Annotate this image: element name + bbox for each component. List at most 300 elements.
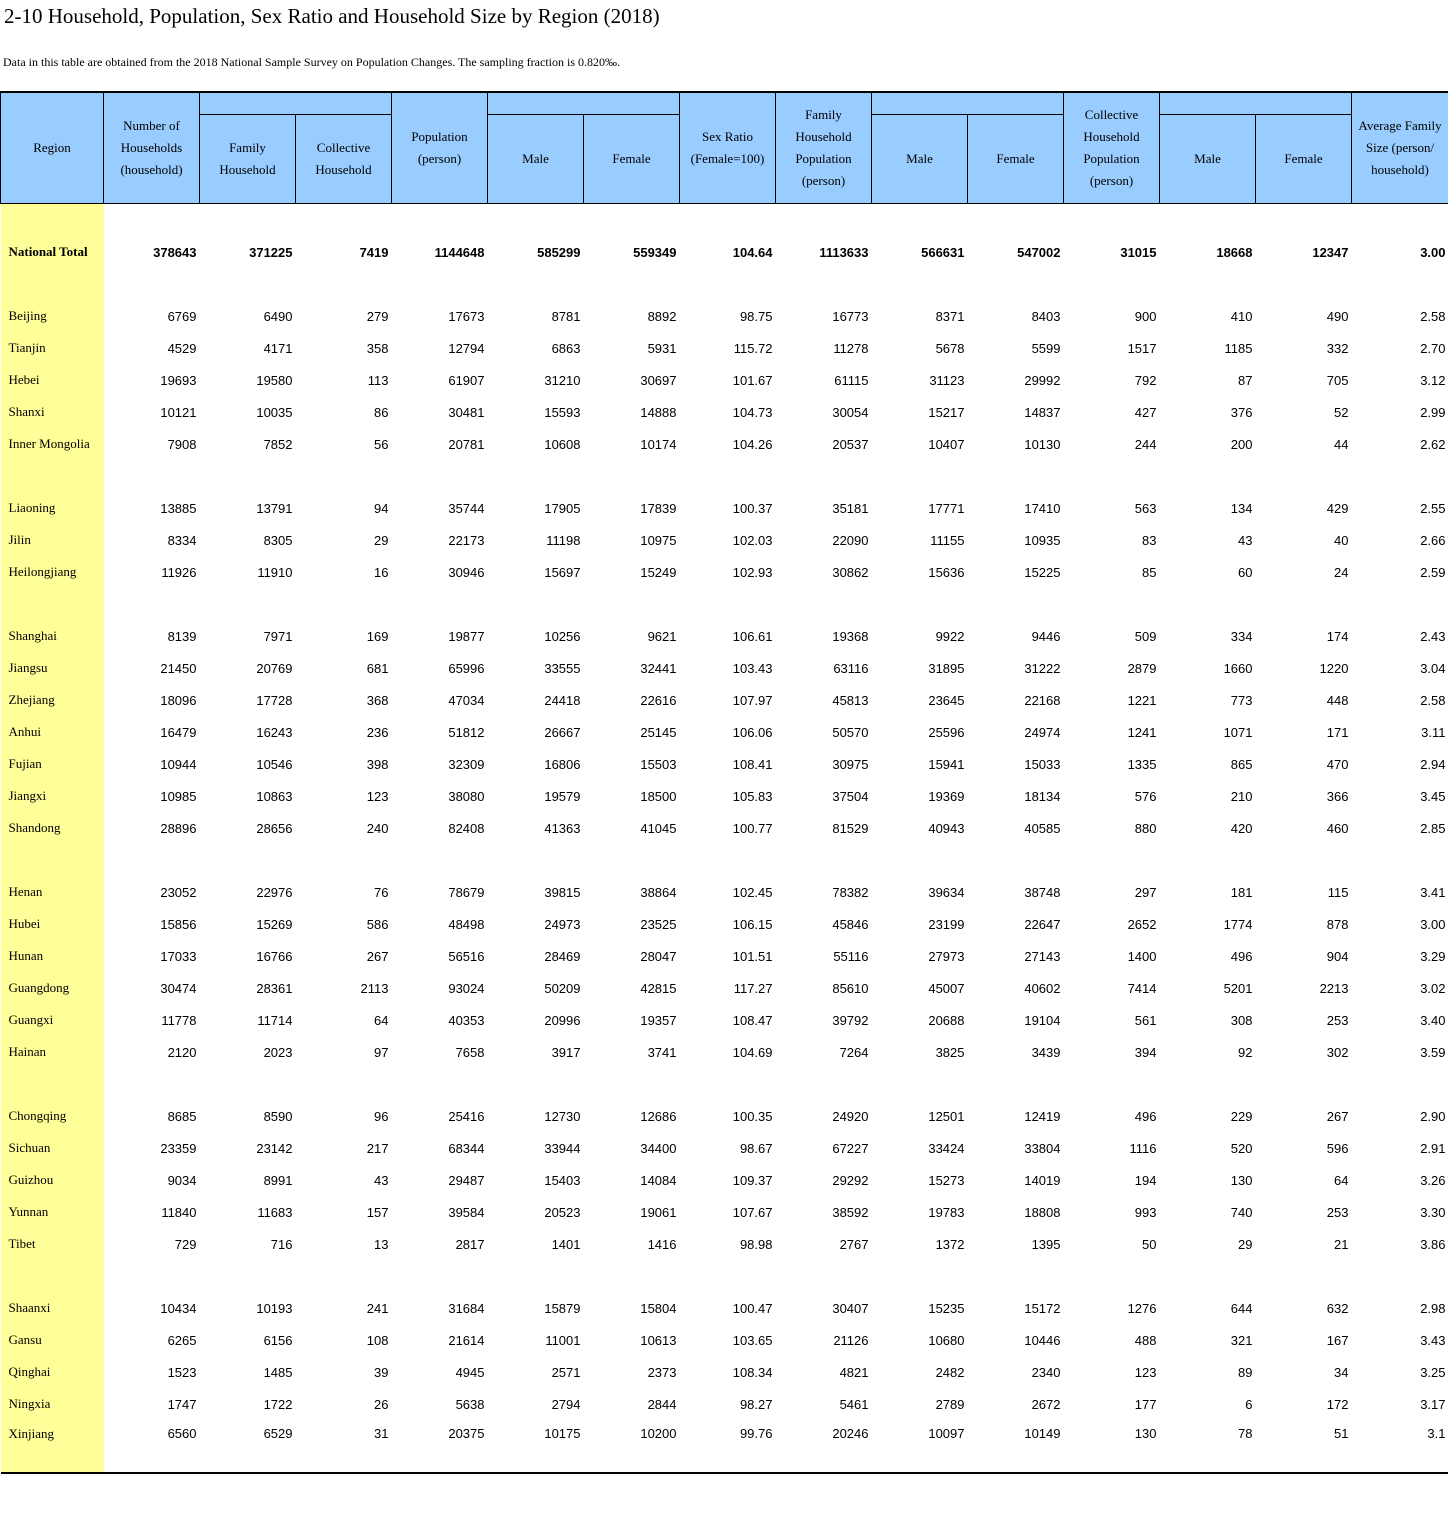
- spacer-cell: [968, 1260, 1064, 1292]
- value-cell: 7419: [359, 244, 389, 260]
- region-cell: Heilongjiang: [1, 556, 104, 588]
- value-cell: 10975: [640, 532, 677, 548]
- value-cell: 3.43: [1420, 1332, 1446, 1348]
- table-row: [1, 1420, 1448, 1473]
- value-cell: 10035: [256, 404, 293, 420]
- value-cell: 1517: [1127, 340, 1157, 356]
- value-cell: 30474: [160, 980, 197, 996]
- value-cell: 1335: [1127, 756, 1157, 772]
- value-cell: 14084: [640, 1172, 677, 1188]
- spacer-cell: [968, 1068, 1064, 1100]
- value-cell: 15235: [928, 1300, 965, 1316]
- value-cell: 134: [1230, 500, 1253, 516]
- value-cell: 394: [1134, 1044, 1157, 1060]
- value-cell: 2482: [935, 1364, 965, 1380]
- table-row: [1, 780, 1448, 812]
- value-cell: 78382: [832, 884, 869, 900]
- value-cell: 28047: [640, 948, 677, 964]
- value-cell: 2.90: [1420, 1108, 1446, 1124]
- value-cell: 11683: [257, 1204, 293, 1220]
- value-cell: 39: [374, 1364, 389, 1380]
- value-cell: 39634: [928, 884, 965, 900]
- header-family-population-span: [872, 92, 1064, 115]
- value-cell: 865: [1230, 756, 1253, 772]
- value-cell: 4821: [839, 1364, 869, 1380]
- value-cell: 108.47: [732, 1012, 773, 1028]
- value-cell: 740: [1230, 1204, 1253, 1220]
- value-cell: 236: [366, 724, 389, 740]
- spacer-cell: [776, 460, 872, 492]
- value-cell: 45846: [832, 916, 869, 932]
- value-cell: 3.02: [1420, 980, 1446, 996]
- value-cell: 89: [1238, 1364, 1253, 1380]
- value-cell: 45813: [832, 692, 869, 708]
- value-cell: 101.67: [732, 372, 773, 388]
- value-cell: 17839: [640, 500, 677, 516]
- value-cell: 42815: [640, 980, 677, 996]
- value-cell: 22616: [640, 692, 677, 708]
- spacer-cell: [296, 1068, 392, 1100]
- value-cell: 11198: [546, 532, 581, 548]
- value-cell: 171: [1326, 724, 1349, 740]
- spacer-cell: [1064, 1260, 1160, 1292]
- table-row: [1, 972, 1448, 1004]
- region-cell: Tibet: [1, 1228, 104, 1260]
- value-cell: 8991: [263, 1172, 293, 1188]
- value-cell: 18808: [1024, 1204, 1061, 1220]
- header-family-household: Family Household: [200, 115, 296, 204]
- value-cell: 109.37: [732, 1172, 773, 1188]
- value-cell: 20537: [832, 436, 869, 452]
- value-cell: 8334: [167, 532, 197, 548]
- value-cell: 3.04: [1420, 660, 1446, 676]
- value-cell: 22173: [448, 532, 485, 548]
- table-header: [1, 92, 1448, 204]
- table-row: [1, 1196, 1448, 1228]
- value-cell: 33555: [544, 660, 581, 676]
- value-cell: 17410: [1024, 500, 1061, 516]
- value-cell: 85: [1142, 564, 1157, 580]
- value-cell: 25596: [928, 724, 965, 740]
- value-cell: 19369: [928, 788, 965, 804]
- table-row: [1, 1132, 1448, 1164]
- value-cell: 15403: [544, 1172, 581, 1188]
- value-cell: 96: [374, 1108, 389, 1124]
- value-cell: 596: [1326, 1140, 1349, 1156]
- value-cell: 30407: [832, 1300, 869, 1316]
- value-cell: 773: [1230, 692, 1253, 708]
- spacer-cell: [1256, 588, 1352, 620]
- header-region: Region: [1, 92, 104, 204]
- value-cell: 2340: [1031, 1364, 1061, 1380]
- value-cell: 2.66: [1420, 532, 1446, 548]
- value-cell: 15856: [160, 916, 197, 932]
- value-cell: 5461: [839, 1396, 869, 1412]
- value-cell: 83: [1142, 532, 1157, 548]
- value-cell: 19783: [928, 1204, 965, 1220]
- value-cell: 98.27: [739, 1396, 773, 1412]
- value-cell: 102.03: [732, 532, 773, 548]
- value-cell: 267: [366, 948, 389, 964]
- spacer-cell: [392, 588, 488, 620]
- value-cell: 97: [374, 1044, 389, 1060]
- value-cell: 13885: [160, 500, 197, 516]
- value-cell: 2.85: [1420, 820, 1446, 836]
- value-cell: 33804: [1024, 1140, 1061, 1156]
- value-cell: 39584: [448, 1204, 485, 1220]
- value-cell: 1185: [1224, 340, 1253, 356]
- value-cell: 334: [1230, 628, 1253, 644]
- value-cell: 24974: [1024, 724, 1061, 740]
- value-cell: 51: [1256, 1420, 1352, 1473]
- value-cell: 15225: [1024, 564, 1061, 580]
- value-cell: 427: [1134, 404, 1157, 420]
- value-cell: 18134: [1024, 788, 1061, 804]
- spacer-cell: [1064, 1068, 1160, 1100]
- value-cell: 3.30: [1420, 1204, 1446, 1220]
- value-cell: 705: [1326, 372, 1349, 388]
- value-cell: 19061: [640, 1204, 677, 1220]
- value-cell: 103.43: [732, 660, 773, 676]
- value-cell: 27973: [928, 948, 965, 964]
- spacer-cell: [1064, 588, 1160, 620]
- spacer-cell: [584, 460, 680, 492]
- value-cell: 729: [174, 1236, 197, 1252]
- value-cell: 632: [1326, 1300, 1349, 1316]
- table-row: [1, 300, 1448, 332]
- data-table-container: [0, 91, 1448, 1474]
- value-cell: 10935: [1024, 532, 1061, 548]
- value-cell: 51812: [448, 724, 485, 740]
- value-cell: 19693: [160, 372, 197, 388]
- region-cell: Xinjiang: [1, 1420, 104, 1473]
- spacer-cell: [680, 844, 776, 876]
- spacer-cell: [1256, 1260, 1352, 1292]
- region-cell: Shaanxi: [1, 1292, 104, 1324]
- value-cell: 11910: [257, 564, 293, 580]
- value-cell: 3.40: [1420, 1012, 1446, 1028]
- value-cell: 9922: [935, 628, 965, 644]
- value-cell: 2.43: [1420, 628, 1446, 644]
- value-cell: 16766: [256, 948, 293, 964]
- header-avg-size: Average Family Size (person/ household): [1352, 92, 1448, 204]
- value-cell: 174: [1326, 628, 1349, 644]
- value-cell: 13791: [256, 500, 293, 516]
- value-cell: 19579: [544, 788, 581, 804]
- value-cell: 61115: [834, 372, 869, 388]
- value-cell: 2.55: [1420, 500, 1446, 516]
- table-row: [1, 876, 1448, 908]
- value-cell: 1144648: [434, 244, 485, 260]
- value-cell: 130: [1064, 1420, 1160, 1473]
- value-cell: 5599: [1031, 340, 1061, 356]
- value-cell: 8590: [263, 1108, 293, 1124]
- value-cell: 108: [366, 1332, 389, 1348]
- value-cell: 2120: [167, 1044, 197, 1060]
- value-cell: 12730: [544, 1108, 581, 1124]
- value-cell: 8371: [935, 308, 965, 324]
- value-cell: 104.69: [732, 1044, 773, 1060]
- region-cell: National Total: [1, 204, 104, 301]
- spacer-cell: [1352, 460, 1448, 492]
- value-cell: 429: [1326, 500, 1349, 516]
- value-cell: 98.75: [739, 308, 773, 324]
- spacer-cell: [584, 1260, 680, 1292]
- value-cell: 8781: [551, 308, 581, 324]
- table-row: [1, 748, 1448, 780]
- value-cell: 7264: [839, 1044, 869, 1060]
- value-cell: 85610: [832, 980, 869, 996]
- spacer-cell: [488, 1068, 584, 1100]
- table-row: [1, 620, 1448, 652]
- spacer-cell: [776, 844, 872, 876]
- value-cell: 169: [366, 628, 389, 644]
- value-cell: 34400: [640, 1140, 677, 1156]
- value-cell: 6560: [104, 1420, 200, 1473]
- value-cell: 3.11: [1421, 724, 1446, 740]
- value-cell: 2023: [263, 1044, 293, 1060]
- value-cell: 563: [1134, 500, 1157, 516]
- value-cell: 6529: [200, 1420, 296, 1473]
- value-cell: 29: [1238, 1236, 1253, 1252]
- value-cell: 1401: [551, 1236, 581, 1252]
- value-cell: 2767: [839, 1236, 869, 1252]
- spacer-cell: [1064, 844, 1160, 876]
- value-cell: 37504: [832, 788, 869, 804]
- value-cell: 44: [1334, 436, 1349, 452]
- value-cell: 21450: [160, 660, 197, 676]
- header-collective-female: Female: [1256, 115, 1352, 204]
- table-row: [1, 556, 1448, 588]
- value-cell: 321: [1230, 1332, 1253, 1348]
- region-cell: Hubei: [1, 908, 104, 940]
- spacer-cell: [1352, 844, 1448, 876]
- value-cell: 8892: [647, 308, 677, 324]
- value-cell: 104.73: [732, 404, 773, 420]
- spacer-cell: [680, 588, 776, 620]
- spacer-row: [1, 588, 1448, 620]
- value-cell: 115.72: [733, 340, 773, 356]
- spacer-cell: [1160, 588, 1256, 620]
- value-cell: 64: [374, 1012, 389, 1028]
- header-collective-household: Collective Household: [296, 115, 392, 204]
- region-cell: Inner Mongolia: [1, 428, 104, 460]
- spacer-cell: [776, 588, 872, 620]
- value-cell: 904: [1326, 948, 1349, 964]
- value-cell: 1416: [647, 1236, 677, 1252]
- value-cell: 50209: [544, 980, 581, 996]
- region-cell: Beijing: [1, 300, 104, 332]
- value-cell: 8305: [263, 532, 293, 548]
- value-cell: 1395: [1031, 1236, 1061, 1252]
- value-cell: 2652: [1127, 916, 1157, 932]
- header-sex-ratio: Sex Ratio (Female=100): [680, 92, 776, 204]
- value-cell: 332: [1326, 340, 1349, 356]
- value-cell: 547002: [1017, 244, 1061, 260]
- value-cell: 39815: [544, 884, 581, 900]
- value-cell: 15593: [544, 404, 581, 420]
- value-cell: 488: [1134, 1332, 1157, 1348]
- spacer-cell: [584, 588, 680, 620]
- value-cell: 18668: [1216, 244, 1253, 260]
- spacer-cell: [1160, 1260, 1256, 1292]
- value-cell: 10193: [256, 1300, 293, 1316]
- value-cell: 45007: [928, 980, 965, 996]
- value-cell: 10546: [256, 756, 293, 772]
- value-cell: 3.17: [1420, 1396, 1446, 1412]
- value-cell: 181: [1230, 884, 1253, 900]
- value-cell: 35181: [832, 500, 869, 516]
- value-cell: 100.47: [732, 1300, 773, 1316]
- region-cell: Qinghai: [1, 1356, 104, 1388]
- spacer-cell: [392, 1260, 488, 1292]
- spacer-cell: [584, 1068, 680, 1100]
- spacer-cell: [200, 460, 296, 492]
- value-cell: 28469: [544, 948, 581, 964]
- table-row: [1, 396, 1448, 428]
- value-cell: 490: [1326, 308, 1349, 324]
- value-cell: 585299: [537, 244, 581, 260]
- value-cell: 108.34: [732, 1364, 773, 1380]
- value-cell: 1774: [1223, 916, 1253, 932]
- value-cell: 496: [1134, 1108, 1157, 1124]
- spacer-cell: [776, 1260, 872, 1292]
- value-cell: 23142: [256, 1140, 293, 1156]
- value-cell: 241: [366, 1300, 389, 1316]
- value-cell: 12794: [448, 340, 485, 356]
- value-cell: 23359: [160, 1140, 197, 1156]
- value-cell: 20781: [448, 436, 485, 452]
- region-cell: Fujian: [1, 748, 104, 780]
- value-cell: 86: [374, 404, 389, 420]
- value-cell: 520: [1230, 1140, 1253, 1156]
- spacer-cell: [872, 460, 968, 492]
- value-cell: 63116: [833, 660, 869, 676]
- value-cell: 28361: [256, 980, 293, 996]
- value-cell: 13: [374, 1236, 389, 1252]
- value-cell: 12501: [928, 1108, 965, 1124]
- region-cell: Hunan: [1, 940, 104, 972]
- value-cell: 7414: [1127, 980, 1157, 996]
- value-cell: 420: [1230, 820, 1253, 836]
- value-cell: 878: [1326, 916, 1349, 932]
- value-cell: 76: [374, 884, 389, 900]
- value-cell: 40353: [448, 1012, 485, 1028]
- region-cell: Zhejiang: [1, 684, 104, 716]
- header-households-span: [200, 92, 392, 115]
- value-cell: 7971: [263, 628, 293, 644]
- value-cell: 358: [366, 340, 389, 356]
- value-cell: 50570: [832, 724, 869, 740]
- header-population-span: [488, 92, 680, 115]
- header-family-population: Family Household Population (person): [776, 92, 872, 204]
- value-cell: 586: [366, 916, 389, 932]
- value-cell: 2.58: [1420, 308, 1446, 324]
- value-cell: 47034: [448, 692, 485, 708]
- spacer-cell: [1160, 1068, 1256, 1100]
- value-cell: 92: [1238, 1044, 1253, 1060]
- spacer-cell: [872, 1260, 968, 1292]
- value-cell: 16806: [544, 756, 581, 772]
- value-cell: 2571: [551, 1364, 581, 1380]
- value-cell: 2.98: [1420, 1300, 1446, 1316]
- value-cell: 2.91: [1420, 1140, 1446, 1156]
- value-cell: 24: [1334, 564, 1349, 580]
- value-cell: 1523: [167, 1364, 197, 1380]
- table-row: [1, 1036, 1448, 1068]
- spacer-cell: [392, 844, 488, 876]
- value-cell: 10944: [160, 756, 197, 772]
- value-cell: 23052: [160, 884, 197, 900]
- value-cell: 9446: [1031, 628, 1061, 644]
- header-male: Male: [488, 115, 584, 204]
- value-cell: 15033: [1024, 756, 1061, 772]
- spacer-cell: [872, 588, 968, 620]
- region-cell: Jiangsu: [1, 652, 104, 684]
- spacer-cell: [104, 1068, 200, 1100]
- value-cell: 3825: [935, 1044, 965, 1060]
- value-cell: 3.00: [1420, 244, 1446, 260]
- spacer-cell: [488, 1260, 584, 1292]
- value-cell: 26667: [544, 724, 581, 740]
- value-cell: 100.35: [732, 1108, 773, 1124]
- value-cell: 106.06: [732, 724, 773, 740]
- value-cell: 6490: [263, 308, 293, 324]
- spacer-row: [1, 1260, 1448, 1292]
- value-cell: 15879: [544, 1300, 581, 1316]
- spacer-cell: [1160, 460, 1256, 492]
- region-cell: Gansu: [1, 1324, 104, 1356]
- value-cell: 6769: [167, 308, 197, 324]
- header-family-female: Female: [968, 115, 1064, 204]
- value-cell: 12419: [1024, 1108, 1061, 1124]
- value-cell: 448: [1326, 692, 1349, 708]
- value-cell: 167: [1326, 1332, 1349, 1348]
- value-cell: 101.51: [732, 948, 773, 964]
- spacer-cell: [488, 844, 584, 876]
- value-cell: 15217: [928, 404, 965, 420]
- value-cell: 8403: [1031, 308, 1061, 324]
- value-cell: 157: [366, 1204, 389, 1220]
- spacer-cell: [392, 460, 488, 492]
- value-cell: 7658: [455, 1044, 485, 1060]
- data-table: [0, 91, 1448, 1474]
- value-cell: 17905: [544, 500, 581, 516]
- value-cell: 12347: [1312, 244, 1349, 260]
- value-cell: 24418: [544, 692, 581, 708]
- value-cell: 26: [374, 1396, 389, 1412]
- region-cell: Hebei: [1, 364, 104, 396]
- value-cell: 20769: [256, 660, 293, 676]
- value-cell: 29487: [448, 1172, 485, 1188]
- value-cell: 23525: [640, 916, 677, 932]
- spacer-row: [1, 844, 1448, 876]
- value-cell: 10608: [544, 436, 581, 452]
- region-cell: Chongqing: [1, 1100, 104, 1132]
- value-cell: 40602: [1024, 980, 1061, 996]
- spacer-cell: [584, 844, 680, 876]
- value-cell: 31: [296, 1420, 392, 1473]
- value-cell: 8685: [167, 1108, 197, 1124]
- spacer-cell: [968, 460, 1064, 492]
- value-cell: 104.26: [732, 436, 773, 452]
- header-collective-population-span: [1160, 92, 1352, 115]
- value-cell: 3.25: [1420, 1364, 1446, 1380]
- value-cell: 3.26: [1420, 1172, 1446, 1188]
- value-cell: 32441: [640, 660, 677, 676]
- spacer-cell: [104, 844, 200, 876]
- value-cell: 28656: [256, 820, 293, 836]
